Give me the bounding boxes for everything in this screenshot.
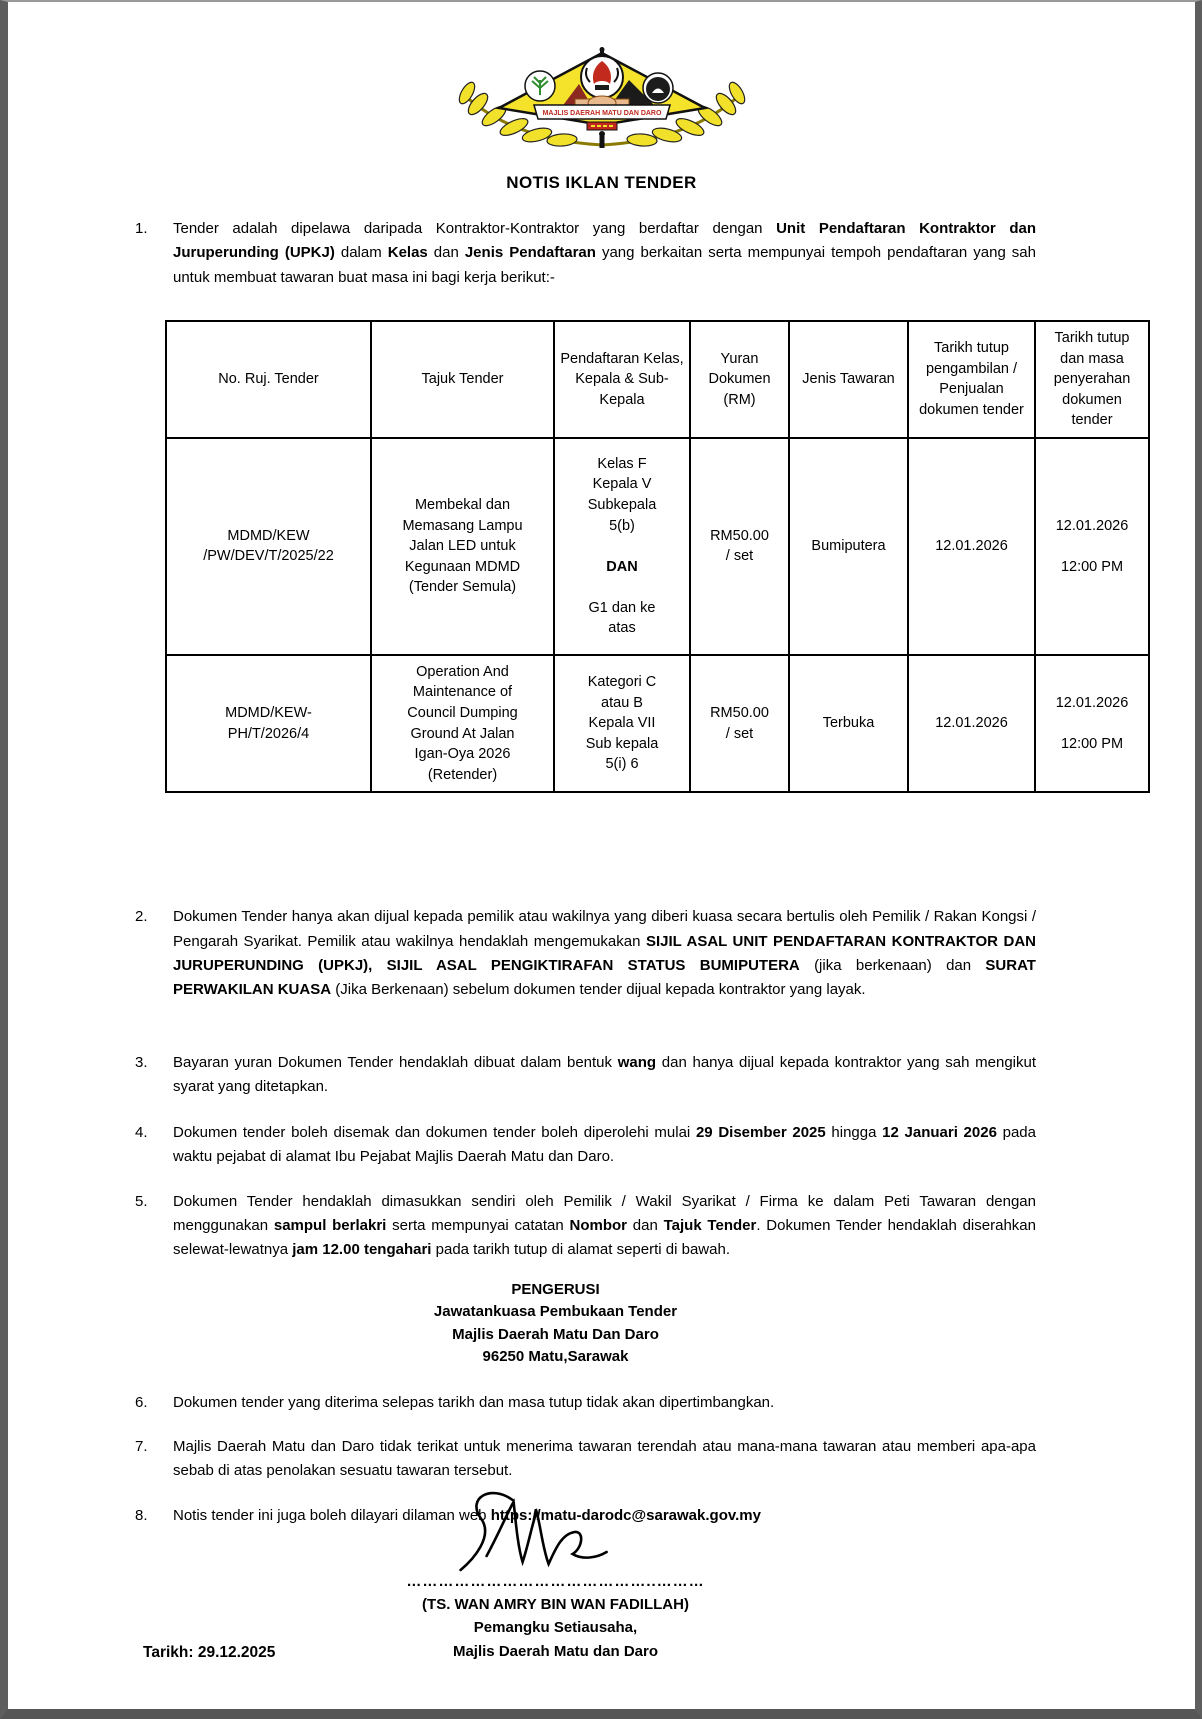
item-8-number: 8. [135, 1506, 148, 1524]
document-date: Tarikh: 29.12.2025 [143, 1644, 276, 1661]
table-row-2 [166, 655, 1149, 792]
paragraph-item-5 [135, 1190, 1036, 1263]
council-crest-icon [437, 46, 767, 158]
item-2-text: Dokumen Tender hanya akan dijual kepada pemilik atau wakilnya yang diberi kuasa secara bertulis oleh Pemilik / Rakan Kongsi / Pengarah Syarikat. Pemilik atau wakilnya hendaklah mengemukakan SIJIL ASAL UNIT PENDAFTARAN KONTRAKTOR DAN JURUPERUNDING (UPKJ), SIJIL ASAL PENGIKTIRAFAN STATUS BUMIPUTERA (jika berkenaan) dan SURAT PERWAKILAN KUASA (Jika Berkenaan) sebelum dokumen tender dijual kepada kontraktor yang layak. [173, 908, 1037, 999]
page-title: NOTIS IKLAN TENDER [506, 173, 697, 192]
row1-jenis: Bumiputera [789, 438, 908, 655]
item-8-text: Notis tender ini juga boleh dilayari dilaman web https://matu-darodc@sarawak.gov.my [173, 1506, 761, 1524]
pengerusi-line-1: PENGERUSI [511, 1280, 600, 1298]
paragraph-item-2 [135, 905, 1036, 1002]
paragraph-item-3 [135, 1051, 1036, 1100]
header-jenis-tawaran: Jenis Tawaran [789, 321, 908, 438]
tender-table [165, 320, 1150, 793]
row2-yuran: RM50.00 / set [690, 655, 789, 792]
item-3-text: Bayaran yuran Dokumen Tender hendaklah dibuat dalam bentuk wang dan hanya dijual kepada kontraktor yang sah mengikut syarat yang ditetapkan. [173, 1053, 1036, 1095]
item-2-number: 2. [135, 908, 148, 926]
item-7-number: 7. [135, 1437, 148, 1455]
row2-jenis: Terbuka [789, 655, 908, 792]
item-6-text: Dokumen tender yang diterima selepas tarikh dan masa tutup tidak akan dipertimbangkan. [173, 1393, 775, 1411]
paragraph-item-1 [135, 217, 1036, 290]
item-6-number: 6. [135, 1393, 148, 1411]
pengerusi-address-block [105, 1279, 1006, 1369]
paragraph-item-7 [135, 1435, 1036, 1484]
item-3-number: 3. [135, 1053, 148, 1071]
row2-tajuk: Operation And Maintenance of Council Dumping Ground At Jalan Igan-Oya 2026 (Retender) [371, 655, 554, 792]
row1-tajuk: Membekal dan Memasang Lampu Jalan LED untuk Kegunaan MDMD (Tender Semula) [371, 438, 554, 655]
item-7-text: Majlis Daerah Matu dan Daro tidak terikat untuk menerima tawaran terendah atau mana-mana tawaran atau memberi apa-apa sebab di atas penolakan sesuatu tawaran tersebut. [173, 1437, 1036, 1480]
header-pendaftaran: Pendaftaran Kelas, Kepala & Sub-Kepala [554, 321, 690, 438]
logo-banner-text: MAJLIS DAERAH MATU DAN DARO [542, 110, 661, 117]
row1-no-ruj: MDMD/KEW /PW/DEV/T/2025/22 [166, 438, 371, 655]
item-5-text: Dokumen Tender hendaklah dimasukkan sendiri oleh Pemilik / Wakil Syarikat / Firma ke dalam Peti Tawaran dengan menggunakan sampul berlakri serta mempunyai catatan Nombor dan Tajuk Tender. Dokumen Tender hendaklah diserahkan selewat-lewatnya jam 12.00 tengahari pada tarikh tutup di alamat seperti di bawah. [173, 1192, 1036, 1259]
header-no-ruj-tender: No. Ruj. Tender [166, 321, 371, 438]
row1-pendaftaran: Kelas F Kepala V Subkepala 5(b) DAN G1 dan ke atas [554, 438, 690, 655]
paragraph-item-8 [135, 1504, 1036, 1528]
item-4-text: Dokumen tender boleh disemak dan dokumen tender boleh diperolehi mulai 29 Disember 2025 hingga 12 Januari 2026 pada waktu pejabat di alamat Ibu Pejabat Majlis Daerah Matu dan Daro. [173, 1124, 1036, 1166]
item-1-number: 1. [135, 220, 148, 237]
table-header-row [166, 321, 1149, 438]
signature-dotted-line: ………………………………………..……… [406, 1572, 705, 1590]
header-tarikh-tutup-penyerahan: Tarikh tutup dan masa penyerahan dokumen tender [1035, 321, 1149, 438]
signatory-name: (TS. WAN AMRY BIN WAN FADILLAH) [422, 1596, 689, 1614]
item-5-number: 5. [135, 1192, 148, 1210]
signatory-role: Pemangku Setiausaha, [473, 1619, 638, 1637]
row2-no-ruj: MDMD/KEW- PH/T/2026/4 [166, 655, 371, 792]
pengerusi-line-4: 96250 Matu,Sarawak [482, 1348, 629, 1366]
header-tarikh-tutup-pengambilan: Tarikh tutup pengambilan / Penjualan dokumen tender [908, 321, 1035, 438]
table-row-1 [166, 438, 1149, 655]
row2-tarikh-pengambilan: 12.01.2026 [908, 655, 1035, 792]
item-1-text: Tender adalah dipelawa daripada Kontraktor-Kontraktor yang berdaftar dengan Unit Pendaftaran Kontraktor dan Juruperunding (UPKJ) dalam Kelas dan Jenis Pendaftaran yang berkaitan serta mempunyai tempoh pendaftaran yang sah untuk membuat tawaran buat masa ini bagi kerja berikut:- [173, 220, 1036, 286]
header-yuran-dokumen: Yuran Dokumen (RM) [690, 321, 789, 438]
header-tajuk-tender: Tajuk Tender [371, 321, 554, 438]
row1-yuran: RM50.00 / set [690, 438, 789, 655]
paragraph-item-6 [135, 1391, 1036, 1415]
paragraph-item-4 [135, 1121, 1036, 1170]
row1-tarikh-pengambilan: 12.01.2026 [908, 438, 1035, 655]
item-4-number: 4. [135, 1124, 148, 1142]
pengerusi-line-3: Majlis Daerah Matu Dan Daro [452, 1325, 659, 1343]
row1-tarikh-penyerahan: 12.01.2026 12:00 PM [1035, 438, 1149, 655]
row2-tarikh-penyerahan: 12.01.2026 12:00 PM [1035, 655, 1149, 792]
row2-pendaftaran: Kategori C atau B Kepala VII Sub kepala 5(i) 6 [554, 655, 690, 792]
signatory-organisation: Majlis Daerah Matu dan Daro [452, 1642, 659, 1660]
council-logo [8, 46, 1195, 163]
pengerusi-line-2: Jawatankuasa Pembukaan Tender [433, 1303, 678, 1321]
